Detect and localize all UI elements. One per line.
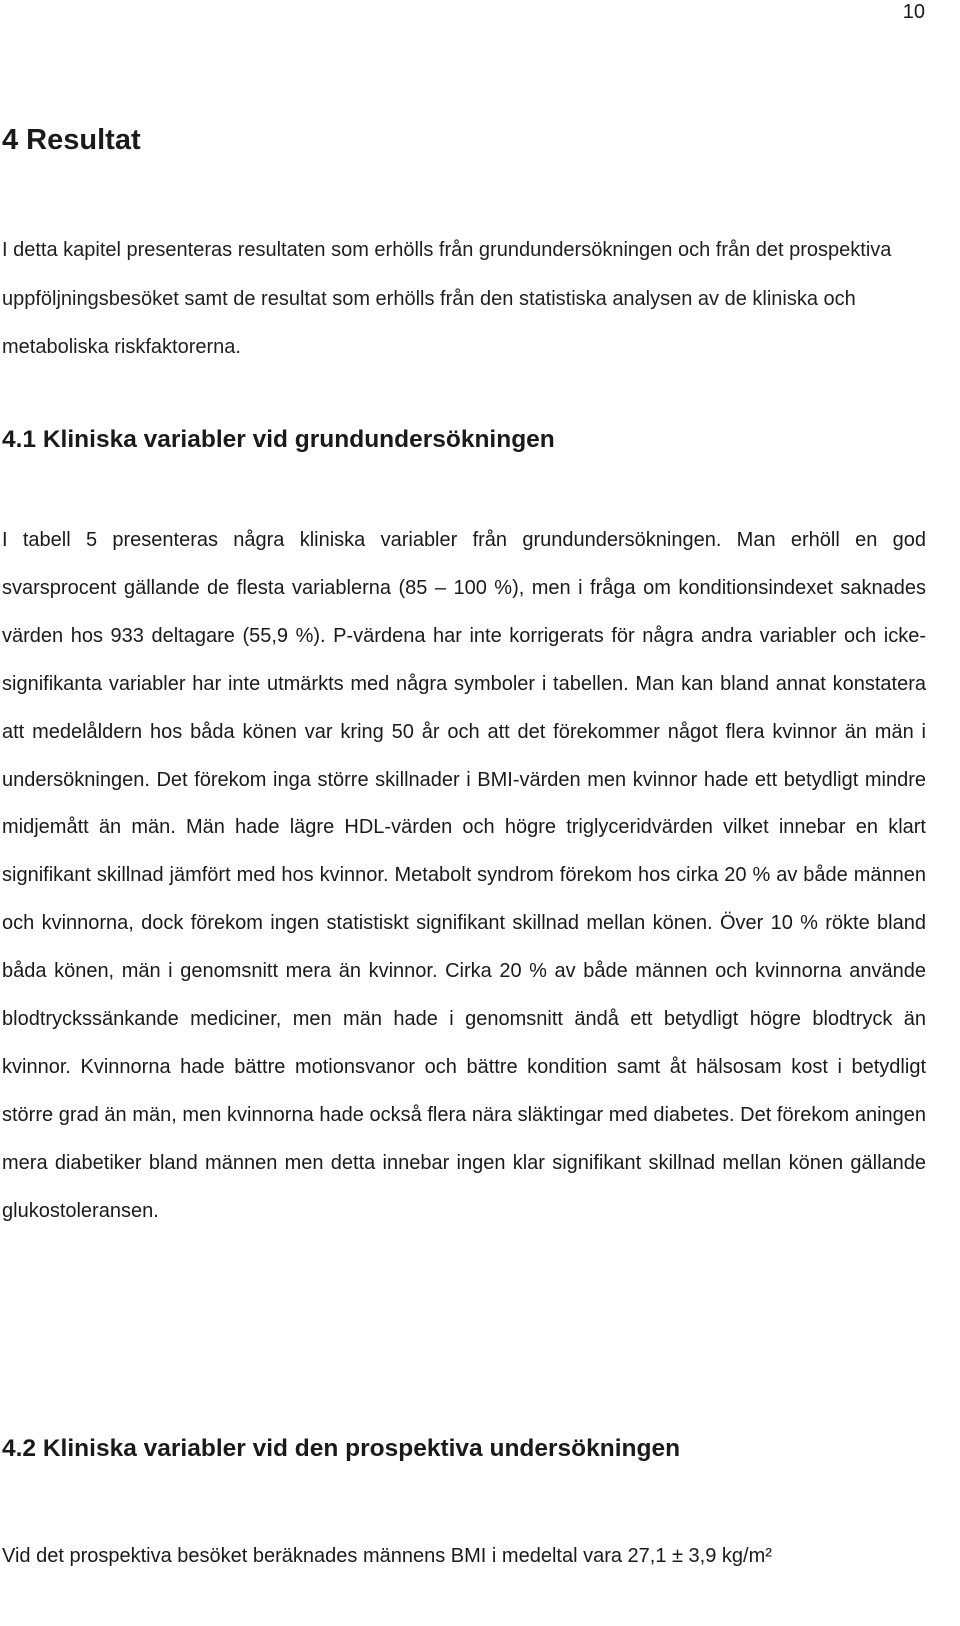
subsection-4-2-paragraph: Vid det prospektiva besöket beräknades männens BMI i medeltal vara 27,1 ± 3,9 kg/m²: [2, 1545, 772, 1567]
subsection-heading-4-2: 4.2 Kliniska variabler vid den prospektiva undersökningen: [2, 1435, 681, 1462]
subsection-heading-4-1: 4.1 Kliniska variabler vid grundundersökningen: [2, 426, 555, 453]
section-heading: 4 Resultat: [2, 124, 141, 156]
page-number: 10: [902, 1, 925, 23]
subsection-4-1-paragraph: I tabell 5 presenteras några kliniska variabler från grundundersökningen. Man erhöll en god svarsprocent gällande de flesta variablerna (85 – 100 %), men i fråga om konditionsindexet saknades värden hos 933 deltagare (55,9 %). P-värdena har inte korrigerats för några andra variabler och icke-signifikanta variabler har inte utmärkts med några symboler i tabellen. Man kan bland annat konstatera att medelåldern hos båda könen var kring 50 år och att det förekommer något flera kvinnor än män i undersökningen. Det förekom inga större skillnader i BMI-värden men kvinnor hade ett betydligt mindre midjemått än män. Män hade lägre HDL-värden och högre triglyceridvärden vilket innebar en klart signifikant skillnad jämfört med hos kvinnor. Metabolt syndrom förekom hos cirka 20 % av både männen och kvinnorna, dock förekom ingen statistiskt signifikant skillnad mellan könen. Över 10 % rökte bland båda könen, män i genomsnitt mera än kvinnor. Cirka 20 % av både männen och kvinnorna använde blodtryckssänkande mediciner, men män hade i genomsnitt ändå ett betydligt högre blodtryck än kvinnor. Kvinnorna hade bättre motionsvanor och bättre kondition samt åt hälsosam kost i betydligt större grad än män, men kvinnorna hade också flera nära släktingar med diabetes. Det förekom aningen mera diabetiker bland männen men detta innebar ingen klar signifikant skillnad mellan könen gällande glukostoleransen.: [2, 529, 926, 1222]
intro-paragraph: I detta kapitel presenteras resultaten som erhölls från grundundersökningen och från det prospektiva uppföljningsbesöket samt de resultat som erhölls från den statistiska analysen av de kliniska och metaboliska riskfaktorerna.: [2, 239, 892, 358]
